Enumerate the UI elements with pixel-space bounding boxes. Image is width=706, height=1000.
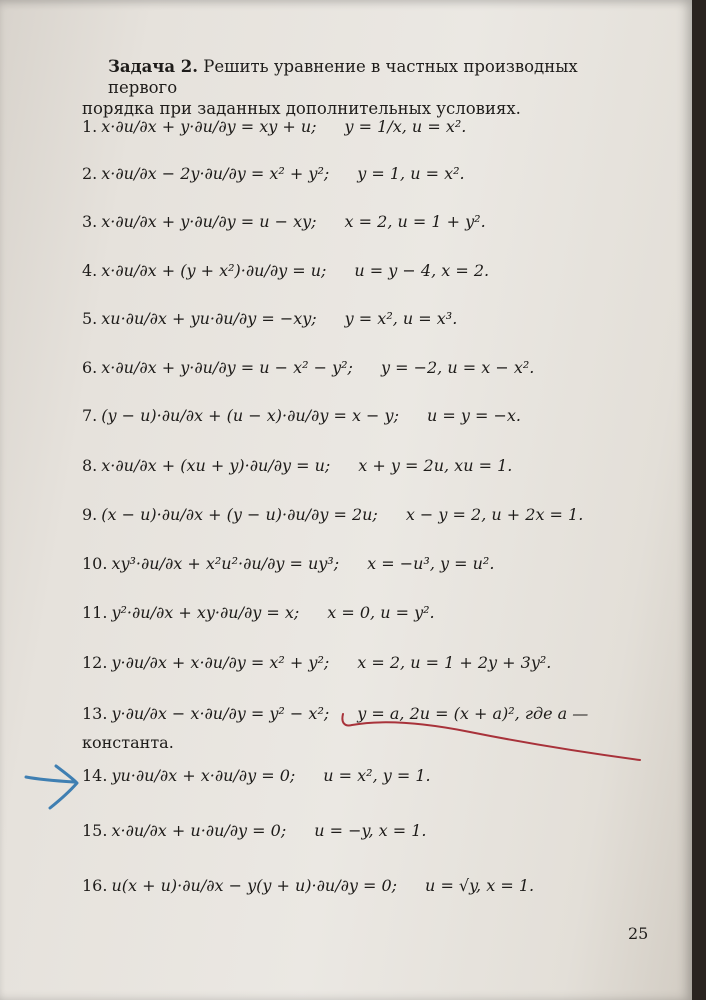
problem-13-continuation: константа. — [82, 733, 174, 752]
problem-number: 1. — [82, 117, 98, 136]
problem-4 — [82, 261, 489, 280]
problem-16 — [82, 876, 534, 895]
problem-equation: xu·∂u/∂x + yu·∂u/∂y = −xy; — [101, 309, 317, 328]
problem-conditions: x = 2, u = 1 + y². — [344, 212, 486, 231]
problem-13 — [82, 704, 588, 723]
problem-number: 5. — [82, 309, 98, 328]
problem-11 — [82, 603, 435, 622]
problem-8 — [82, 456, 512, 475]
problem-conditions: u = x², y = 1. — [323, 766, 431, 785]
problem-equation: (y − u)·∂u/∂x + (u − x)·∂u/∂y = x − y; — [101, 406, 399, 425]
problem-1 — [82, 117, 466, 136]
problem-equation: x·∂u/∂x + y·∂u/∂y = u − x² − y²; — [101, 358, 353, 377]
problem-equation: x·∂u/∂x − 2y·∂u/∂y = x² + y²; — [101, 164, 330, 183]
heading-line-2: порядка при заданных дополнительных условиях. — [82, 99, 521, 118]
problem-equation: xy³·∂u/∂x + x²u²·∂u/∂y = uy³; — [111, 554, 340, 573]
problem-conditions: u = y − 4, x = 2. — [354, 261, 490, 280]
problem-number: 2. — [82, 164, 98, 183]
page-number: 25 — [628, 924, 649, 943]
problem-12 — [82, 653, 551, 672]
problem-10 — [82, 554, 494, 573]
problem-equation: u(x + u)·∂u/∂x − y(y + u)·∂u/∂y = 0; — [111, 876, 398, 895]
problem-number: 9. — [82, 505, 98, 524]
problem-number: 13. — [82, 704, 108, 723]
problem-number: 16. — [82, 876, 108, 895]
problem-number: 14. — [82, 766, 108, 785]
problem-number: 3. — [82, 212, 98, 231]
problem-number: 11. — [82, 603, 108, 622]
problem-conditions: y = 1/x, u = x². — [344, 117, 467, 136]
problem-conditions: x = −u³, y = u². — [367, 554, 495, 573]
task-heading — [82, 56, 642, 119]
problem-conditions: u = −y, x = 1. — [314, 821, 427, 840]
problem-number: 8. — [82, 456, 98, 475]
problem-conditions: x − y = 2, u + 2x = 1. — [405, 505, 584, 524]
task-title: Задача 2. — [108, 57, 199, 76]
problem-equation: x·∂u/∂x + (y + x²)·∂u/∂y = u; — [101, 261, 327, 280]
problem-conditions: x = 2, u = 1 + 2y + 3y². — [357, 653, 552, 672]
problem-equation: y·∂u/∂x + x·∂u/∂y = x² + y²; — [111, 653, 330, 672]
problem-conditions: u = y = −x. — [426, 406, 521, 425]
problem-6 — [82, 358, 534, 377]
problem-equation: x·∂u/∂x + y·∂u/∂y = xy + u; — [101, 117, 317, 136]
problem-3 — [82, 212, 486, 231]
task-instruction: Решить уравнение в частных производных первого — [108, 57, 578, 97]
problem-equation: x·∂u/∂x + (xu + y)·∂u/∂y = u; — [101, 456, 331, 475]
problem-conditions: y = x², u = x³. — [344, 309, 458, 328]
problem-conditions: u = √y, x = 1. — [425, 876, 535, 895]
problem-conditions: y = −2, u = x − x². — [380, 358, 535, 377]
problem-equation: x·∂u/∂x + u·∂u/∂y = 0; — [111, 821, 287, 840]
problem-number: 4. — [82, 261, 98, 280]
problem-number: 15. — [82, 821, 108, 840]
problem-number: 10. — [82, 554, 108, 573]
problem-5 — [82, 309, 457, 328]
problem-conditions: x + y = 2u, xu = 1. — [358, 456, 513, 475]
problem-equation: x·∂u/∂x + y·∂u/∂y = u − xy; — [101, 212, 317, 231]
problem-equation: y·∂u/∂x − x·∂u/∂y = y² − x²; — [111, 704, 330, 723]
problem-number: 6. — [82, 358, 98, 377]
problem-conditions: y = a, 2u = (x + a)², где a — — [357, 704, 589, 723]
problem-14 — [82, 766, 431, 785]
heading-line-1 — [108, 56, 642, 98]
problem-number: 12. — [82, 653, 108, 672]
problem-equation: (x − u)·∂u/∂x + (y − u)·∂u/∂y = 2u; — [101, 505, 378, 524]
problem-equation: y²·∂u/∂x + xy·∂u/∂y = x; — [111, 603, 300, 622]
problem-2 — [82, 164, 465, 183]
problem-9 — [82, 505, 583, 524]
problem-15 — [82, 821, 426, 840]
problem-conditions: y = 1, u = x². — [357, 164, 465, 183]
problem-7 — [82, 406, 521, 425]
problem-equation: yu·∂u/∂x + x·∂u/∂y = 0; — [111, 766, 296, 785]
problem-number: 7. — [82, 406, 98, 425]
problem-conditions: x = 0, u = y². — [327, 603, 435, 622]
